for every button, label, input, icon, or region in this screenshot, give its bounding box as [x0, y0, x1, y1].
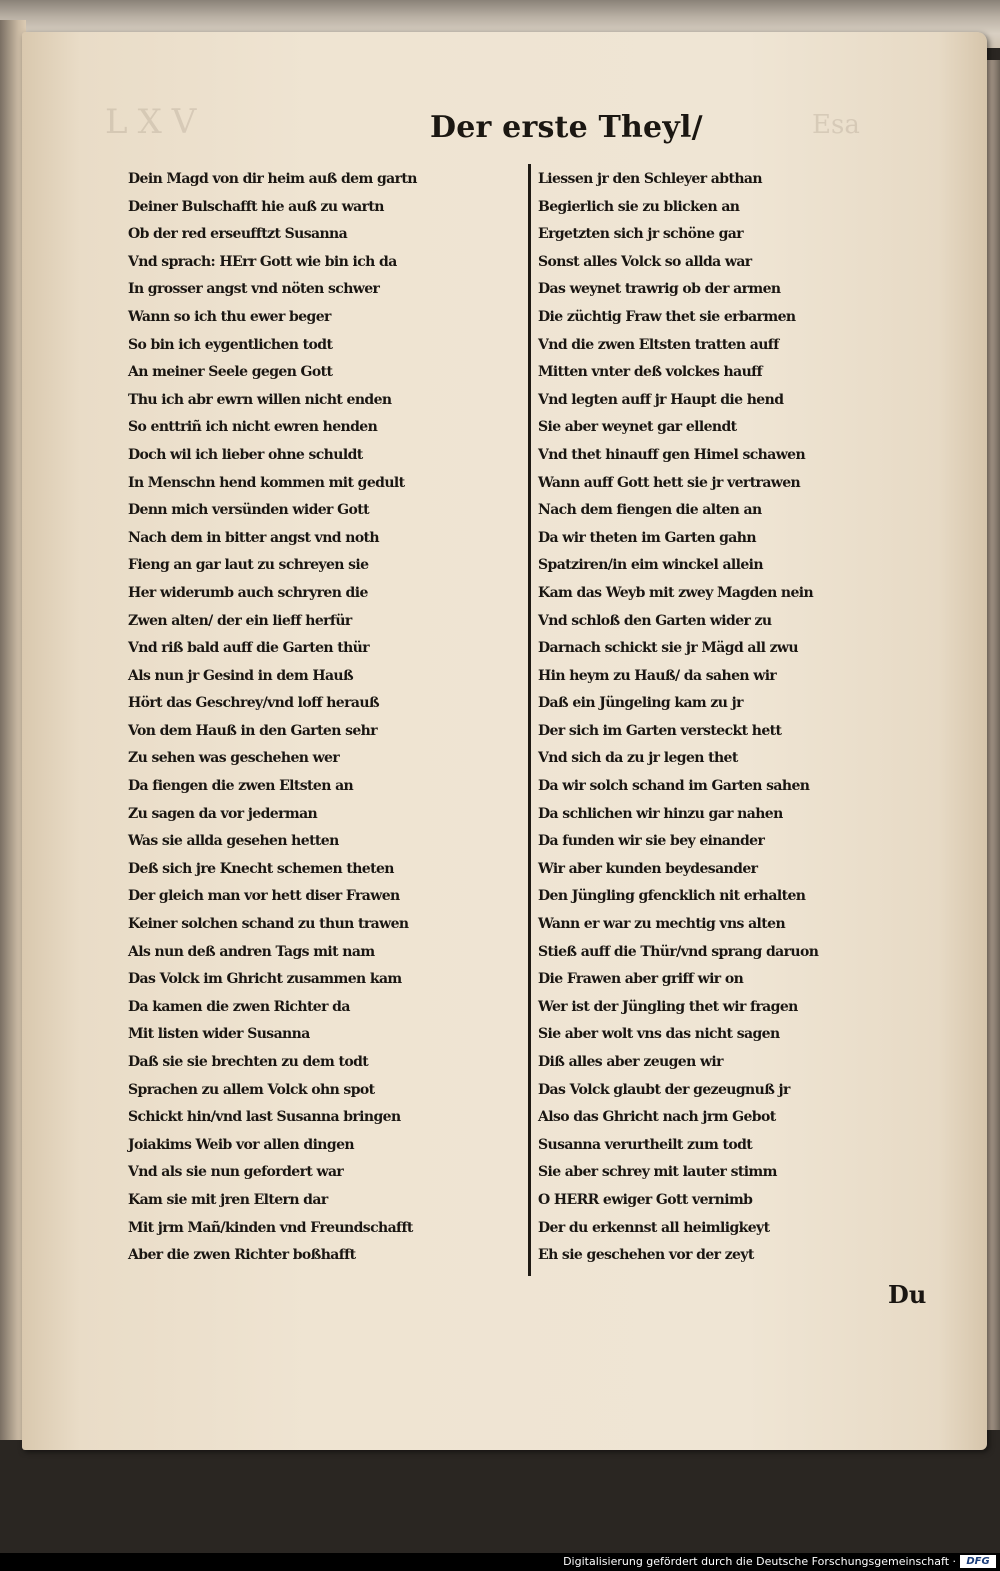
- verse-line: Die Frawen aber griff wir on: [538, 971, 744, 988]
- verse-line: Von dem Hauß in den Garten sehr: [128, 722, 378, 739]
- verse-line: Also das Ghricht nach jrm Gebot: [538, 1109, 776, 1126]
- verse-line: Zu sehen was geschehen wer: [128, 750, 340, 767]
- verse-line: Die züchtig Fraw thet sie erbarmen: [538, 308, 796, 325]
- verse-line: Denn mich versünden wider Gott: [128, 502, 369, 519]
- verse-line: Diß alles aber zeugen wir: [538, 1054, 723, 1070]
- left-verse-column: [128, 166, 528, 1270]
- verse-line: So bin ich eygentlichen todt: [128, 336, 333, 353]
- verse-line: Vnd sprach: HErr Gott wie bin ich da: [128, 253, 397, 270]
- verse-line: Begierlich sie zu blicken an: [538, 198, 740, 215]
- verse-line: So enttriñ ich nicht ewren henden: [128, 419, 378, 436]
- verse-line: Keiner solchen schand zu thun trawen: [128, 916, 409, 933]
- verse-line: Deiner Bulschafft hie auß zu wartn: [128, 198, 384, 215]
- verse-line: Doch wil ich lieber ohne schuldt: [128, 446, 363, 463]
- verse-line: Zu sagen da vor jederman: [128, 805, 318, 822]
- verse-line: Vnd legten auff jr Haupt die hend: [538, 391, 784, 408]
- verse-line: Dein Magd von dir heim auß dem gartn: [128, 171, 417, 187]
- verse-line: Ob der red erseufftzt Susanna: [128, 226, 348, 243]
- funding-credit: Digitalisierung gefördert durch die Deutsche Forschungsgemeinschaft ·: [563, 1555, 956, 1568]
- column-rule: [528, 164, 531, 1276]
- verse-line: Da wir theten im Garten gahn: [538, 529, 756, 546]
- verse-line: Vnd thet hinauff gen Himel schawen: [538, 446, 806, 463]
- verse-line: Mit listen wider Susanna: [128, 1026, 310, 1043]
- verse-line: Darnach schickt sie jr Mägd all zwu: [538, 640, 798, 657]
- verse-line: Thu ich abr ewrn willen nicht enden: [128, 391, 392, 408]
- verse-line: Da wir solch schand im Garten sahen: [538, 778, 810, 795]
- verse-line: Vnd schloß den Garten wider zu: [538, 612, 772, 629]
- running-head: Der erste Theyl/: [430, 110, 703, 145]
- verse-line: Da funden wir sie bey einander: [538, 833, 765, 850]
- verse-line: Sonst alles Volck so allda war: [538, 253, 752, 270]
- verse-line: Liessen jr den Schleyer abthan: [538, 171, 762, 187]
- verse-line: Vnd die zwen Eltsten tratten auff: [538, 336, 779, 353]
- dfg-logo: DFG: [960, 1555, 996, 1568]
- verse-line: Ergetzten sich jr schöne gar: [538, 226, 743, 243]
- verse-line: Nach dem in bitter angst vnd noth: [128, 529, 379, 546]
- bleed-through-text: Esa: [812, 110, 860, 140]
- verse-line: Sie aber wolt vns das nicht sagen: [538, 1026, 780, 1043]
- verse-line: Als nun jr Gesind in dem Hauß: [128, 667, 354, 684]
- verse-line: Fieng an gar laut zu schreyen sie: [128, 557, 369, 574]
- verse-line: Sie aber schrey mit lauter stimm: [538, 1164, 777, 1181]
- verse-line: Hin heym zu Hauß/ da sahen wir: [538, 667, 777, 684]
- verse-line: Schickt hin/vnd last Susanna bringen: [128, 1109, 401, 1126]
- verse-line: Eh sie geschehen vor der zeyt: [538, 1247, 754, 1264]
- verse-line: Mit jrm Mañ/kinden vnd Freundschafft: [128, 1219, 413, 1236]
- verse-line: Wann auff Gott hett sie jr vertrawen: [538, 474, 801, 491]
- verse-line: Was sie allda gesehen hetten: [128, 833, 339, 850]
- verse-line: Da kamen die zwen Richter da: [128, 998, 350, 1015]
- verse-line: Daß sie sie brechten zu dem todt: [128, 1054, 369, 1070]
- right-verse-column: [538, 166, 938, 1270]
- catchword: Du: [888, 1280, 927, 1309]
- verse-line: Sprachen zu allem Volck ohn spot: [128, 1081, 375, 1098]
- verse-line: Her widerumb auch schryren die: [128, 584, 368, 601]
- verse-line: O HERR ewiger Gott vernimb: [538, 1191, 753, 1208]
- verse-line: Susanna verurtheilt zum todt: [538, 1136, 753, 1153]
- verse-line: Spatziren/in eim winckel allein: [538, 557, 763, 574]
- verse-line: Wir aber kunden beydesander: [538, 860, 758, 877]
- verse-line: Das weynet trawrig ob der armen: [538, 281, 781, 298]
- verse-line: Das Volck im Ghricht zusammen kam: [128, 971, 402, 988]
- verse-line: Sie aber weynet gar ellendt: [538, 419, 737, 436]
- verse-line: Vnd als sie nun gefordert war: [128, 1164, 344, 1181]
- verse-line: Wer ist der Jüngling thet wir fragen: [538, 998, 798, 1015]
- verse-line: Der du erkennst all heimligkeyt: [538, 1219, 770, 1236]
- verse-line: Zwen alten/ der ein lieff herfür: [128, 612, 352, 629]
- verse-line: Kam das Weyb mit zwey Magden nein: [538, 584, 814, 601]
- verse-line: Nach dem fiengen die alten an: [538, 502, 762, 519]
- verse-line: Kam sie mit jren Eltern dar: [128, 1191, 328, 1208]
- verse-line: Wann er war zu mechtig vns alten: [538, 916, 786, 933]
- verse-line: In Menschn hend kommen mit gedult: [128, 474, 405, 491]
- verse-line: An meiner Seele gegen Gott: [128, 364, 333, 381]
- verse-line: Stieß auff die Thür/vnd sprang daruon: [538, 943, 819, 960]
- verse-line: Den Jüngling gfencklich nit erhalten: [538, 888, 806, 905]
- verse-line: Deß sich jre Knecht schemen theten: [128, 860, 394, 877]
- verse-line: Da fiengen die zwen Eltsten an: [128, 778, 354, 795]
- bleed-through-folio: LXV: [105, 102, 207, 142]
- verse-line: Da schlichen wir hinzu gar nahen: [538, 805, 783, 822]
- verse-line: Vnd riß bald auff die Garten thür: [128, 640, 370, 657]
- verse-line: Mitten vnter deß volckes hauff: [538, 364, 763, 381]
- verse-line: Das Volck glaubt der gezeugnuß jr: [538, 1081, 790, 1098]
- verse-line: Joiakims Weib vor allen dingen: [128, 1136, 354, 1153]
- verse-line: Daß ein Jüngeling kam zu jr: [538, 695, 743, 712]
- verse-line: In grosser angst vnd nöten schwer: [128, 281, 380, 298]
- verse-line: Hört das Geschrey/vnd loff herauß: [128, 695, 379, 712]
- verse-line: Wann so ich thu ewer beger: [128, 308, 331, 325]
- verse-line: Der sich im Garten versteckt hett: [538, 722, 782, 739]
- verse-line: Als nun deß andren Tags mit nam: [128, 943, 375, 960]
- verse-line: Aber die zwen Richter boßhafft: [128, 1247, 356, 1264]
- verse-line: Vnd sich da zu jr legen thet: [538, 750, 738, 767]
- verse-line: Der gleich man vor hett diser Frawen: [128, 888, 400, 905]
